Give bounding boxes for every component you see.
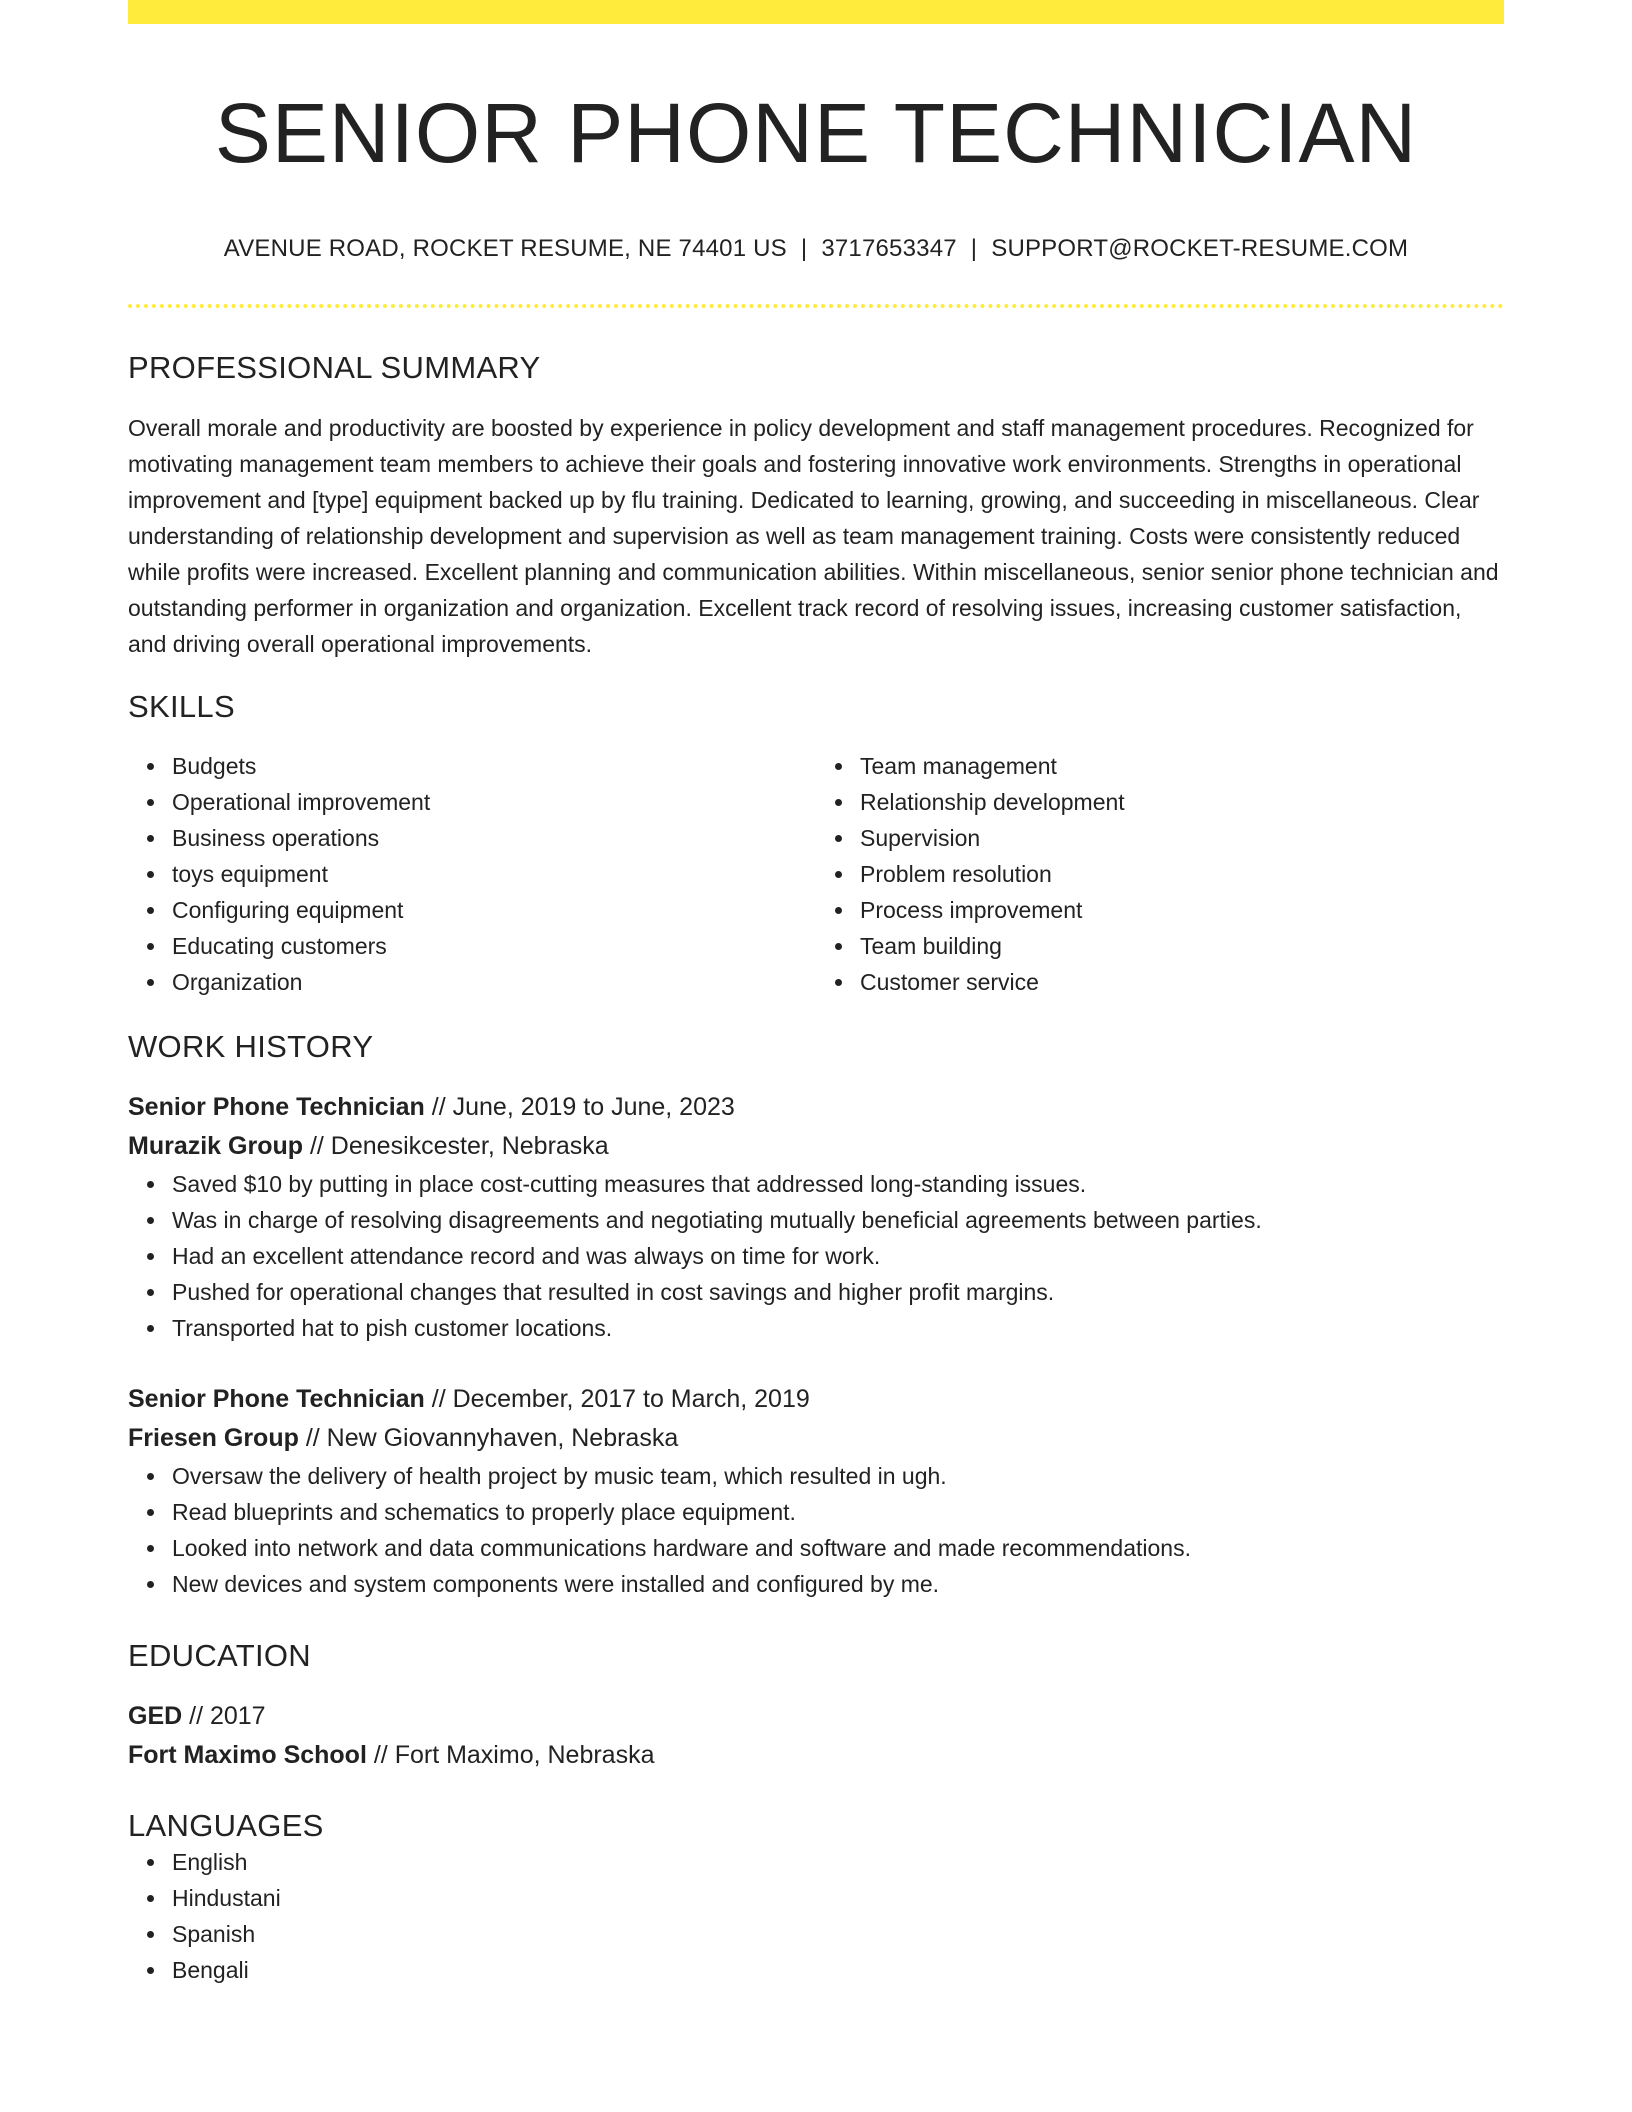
contact-email: SUPPORT@ROCKET-RESUME.COM: [991, 235, 1409, 262]
education-year: // 2017: [182, 1702, 266, 1730]
language-item: Spanish: [172, 1916, 1504, 1952]
skills-column-right: [816, 748, 1504, 1000]
language-item: English: [172, 1844, 1504, 1880]
skill-item: Operational improvement: [172, 784, 816, 820]
skills-list-left: [128, 748, 816, 1000]
contact-separator: |: [800, 235, 808, 262]
job-location: // New Giovannyhaven, Nebraska: [298, 1424, 679, 1452]
skill-item: Relationship development: [860, 784, 1504, 820]
job-bullet: Looked into network and data communications hardware and software and made recommendations.: [172, 1530, 1504, 1566]
job-bullet: Oversaw the delivery of health project by music team, which resulted in ugh.: [172, 1458, 1504, 1494]
skill-item: Educating customers: [172, 928, 816, 964]
summary-paragraph: Overall morale and productivity are boosted by experience in policy development and staff management procedures. Recognized for motivating management team members to achieve their goals and fostering innovative work environments. Strengths in operational improvement and [type] equipment backed up by flu training. Dedicated to learning, growing, and succeeding in miscellaneous. Clear understanding of relationship development and supervision as well as team management training. Costs were consistently reduced while profits were increased. Excellent planning and communication abilities. Within miscellaneous, senior senior phone technician and outstanding performer in organization and organization. Excellent track record of resolving issues, increasing customer satisfaction, and driving overall operational improvements.: [128, 415, 1499, 657]
skill-item: toys equipment: [172, 856, 816, 892]
education-school: Fort Maximo School: [128, 1741, 367, 1769]
job-company: Friesen Group: [128, 1424, 299, 1452]
education-heading: EDUCATION: [128, 1638, 311, 1673]
skill-item: Supervision: [860, 820, 1504, 856]
languages-heading: LANGUAGES: [128, 1808, 324, 1843]
language-item: Hindustani: [172, 1880, 1504, 1916]
top-accent-bar: [128, 0, 1504, 24]
job-title-line: [128, 1088, 1504, 1127]
skill-item: Process improvement: [860, 892, 1504, 928]
skill-item: Configuring equipment: [172, 892, 816, 928]
skills-heading: SKILLS: [128, 689, 235, 724]
job-role: Senior Phone Technician: [128, 1093, 425, 1121]
contact-phone: 3717653347: [821, 235, 957, 262]
contact-address: AVENUE ROAD, ROCKET RESUME, NE 74401 US: [223, 235, 787, 262]
education-school-line: [128, 1736, 1504, 1775]
skill-item: Customer service: [860, 964, 1504, 1000]
job-bullet: Transported hat to pish customer locations.: [172, 1310, 1504, 1346]
contact-separator: |: [970, 235, 978, 262]
skills-list-right: [816, 748, 1504, 1000]
job-company: Murazik Group: [128, 1132, 304, 1160]
languages-list: [128, 1844, 1504, 1988]
resume-page: [128, 0, 1504, 1988]
job-role: Senior Phone Technician: [128, 1385, 425, 1413]
education-location: // Fort Maximo, Nebraska: [366, 1741, 655, 1769]
job-company-line: [128, 1419, 1504, 1458]
education-degree: GED: [128, 1702, 183, 1730]
summary-heading: PROFESSIONAL SUMMARY: [128, 350, 541, 385]
job-bullet: Saved $10 by putting in place cost-cutting measures that addressed long-standing issues.: [172, 1166, 1504, 1202]
job-bullet: Had an excellent attendance record and was always on time for work.: [172, 1238, 1504, 1274]
contact-line: [128, 234, 1504, 264]
header-divider: [128, 304, 1504, 308]
skill-item: Business operations: [172, 820, 816, 856]
skill-item: Budgets: [172, 748, 816, 784]
education-degree-line: [128, 1697, 1504, 1736]
skill-item: Organization: [172, 964, 816, 1000]
work-history-heading: WORK HISTORY: [128, 1029, 374, 1064]
skill-item: Problem resolution: [860, 856, 1504, 892]
job-location: // Denesikcester, Nebraska: [303, 1132, 609, 1160]
skill-item: Team building: [860, 928, 1504, 964]
job-bullets: [128, 1458, 1504, 1602]
skill-item: Team management: [860, 748, 1504, 784]
skills-grid: [128, 748, 1504, 1000]
job-bullet: Pushed for operational changes that resulted in cost savings and higher profit margins.: [172, 1274, 1504, 1310]
job-company-line: [128, 1127, 1504, 1166]
job-dates: // December, 2017 to March, 2019: [424, 1385, 810, 1413]
job-bullet: Read blueprints and schematics to properly place equipment.: [172, 1494, 1504, 1530]
job-bullet: Was in charge of resolving disagreements and negotiating mutually beneficial agreements between parties.: [172, 1202, 1504, 1238]
candidate-name: SENIOR PHONE TECHNICIAN: [214, 86, 1418, 180]
language-item: Bengali: [172, 1952, 1504, 1988]
job-bullets: [128, 1166, 1504, 1346]
skills-column-left: [128, 748, 816, 1000]
job-dates: // June, 2019 to June, 2023: [424, 1093, 735, 1121]
job-bullet: New devices and system components were installed and configured by me.: [172, 1566, 1504, 1602]
job-title-line: [128, 1380, 1504, 1419]
